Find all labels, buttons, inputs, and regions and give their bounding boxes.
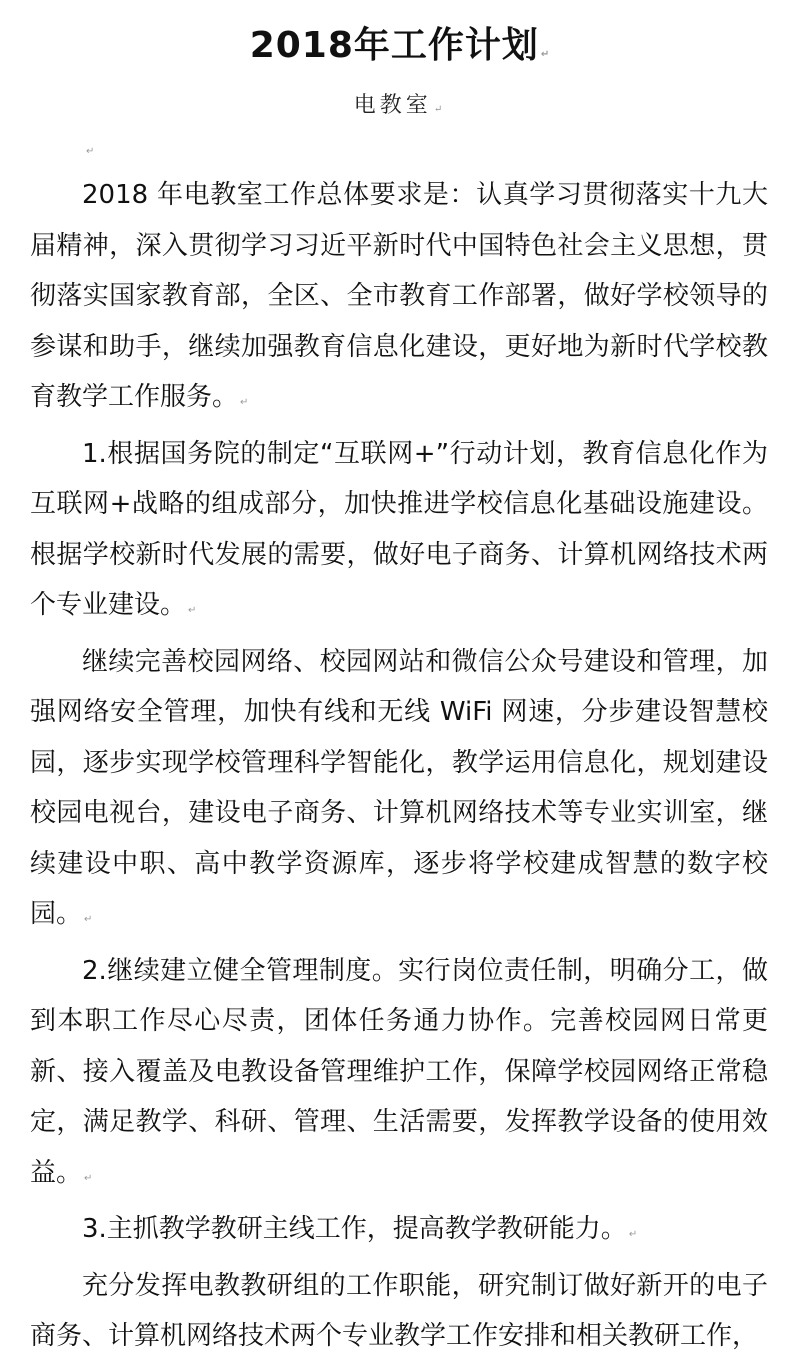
paragraph-mark-icon: ↵ xyxy=(628,1229,638,1240)
paragraph-item-3: 3.主抓教学教研主线工作，提高教学教研能力。 ↵ xyxy=(82,1214,638,1244)
paragraph-item-2: 2.继续建立健全管理制度。实行岗位责任制，明确分工，做到本职工作尽心尽责，团体任务通力协作。完善校园网日常更新、接入覆盖及电教设备管理维护工作，保障学校园网络正常稳定，满足教学、科研、管理、生活需要，发挥教学设备的使用效益。 ↵ xyxy=(30,955,768,1188)
paragraph-mark-icon: ↵ xyxy=(84,914,93,925)
paragraph-mark-icon: ↵ xyxy=(84,1172,93,1184)
paragraph-mark-icon: ↵ xyxy=(433,104,447,115)
paragraph-teaching-research: 充分发挥电教教研组的工作职能，研究制订做好新开的电子商务、计算机网络技术两个专业教学工作安排和相关教研工作， xyxy=(30,1270,768,1351)
paragraph-mark-icon: ↵ xyxy=(540,49,551,60)
empty-paragraph-mark-icon: ↵ xyxy=(86,146,95,157)
paragraph-item-1: 1.根据国务院的制定“互联网+”行动计划，教育信息化作为互联网+战略的组成部分，加快推进学校信息化基础设施建设。根据学校新时代发展的需要，做好电子商务、计算机网络技术两个专业建设。 ↵ xyxy=(30,438,768,620)
document-subtitle: 电教室 ↵ xyxy=(353,93,447,118)
paragraph-mark-icon: ↵ xyxy=(188,605,197,616)
document-body xyxy=(30,170,768,1362)
document-title: 2018年工作计划 ↵ xyxy=(249,25,551,66)
paragraph-general-requirements: 2018 年电教室工作总体要求是：认真学习贯彻落实十九大届精神，深入贯彻学习习近平新时代中国特色社会主义思想，贯彻落实国家教育部，全区、全市教育工作部署，做好学校领导的参谋和助手，继续加强教育信息化建设，更好地为新时代学校教育教学工作服务。 ↵ xyxy=(30,180,768,412)
paragraph-mark-icon: ↵ xyxy=(240,397,249,408)
paragraph-campus-network: 继续完善校园网络、校园网站和微信公众号建设和管理，加强网络安全管理，加快有线和无线 WiFi 网速，分步建设智慧校园，逐步实现学校管理科学智能化，教学运用信息化，规划建设校园电视台，建设电子商务、计算机网络技术等专业实训室，继续建设中职、高中教学资源库，逐步将学校建成智慧的数字校园。 ↵ xyxy=(30,646,768,929)
